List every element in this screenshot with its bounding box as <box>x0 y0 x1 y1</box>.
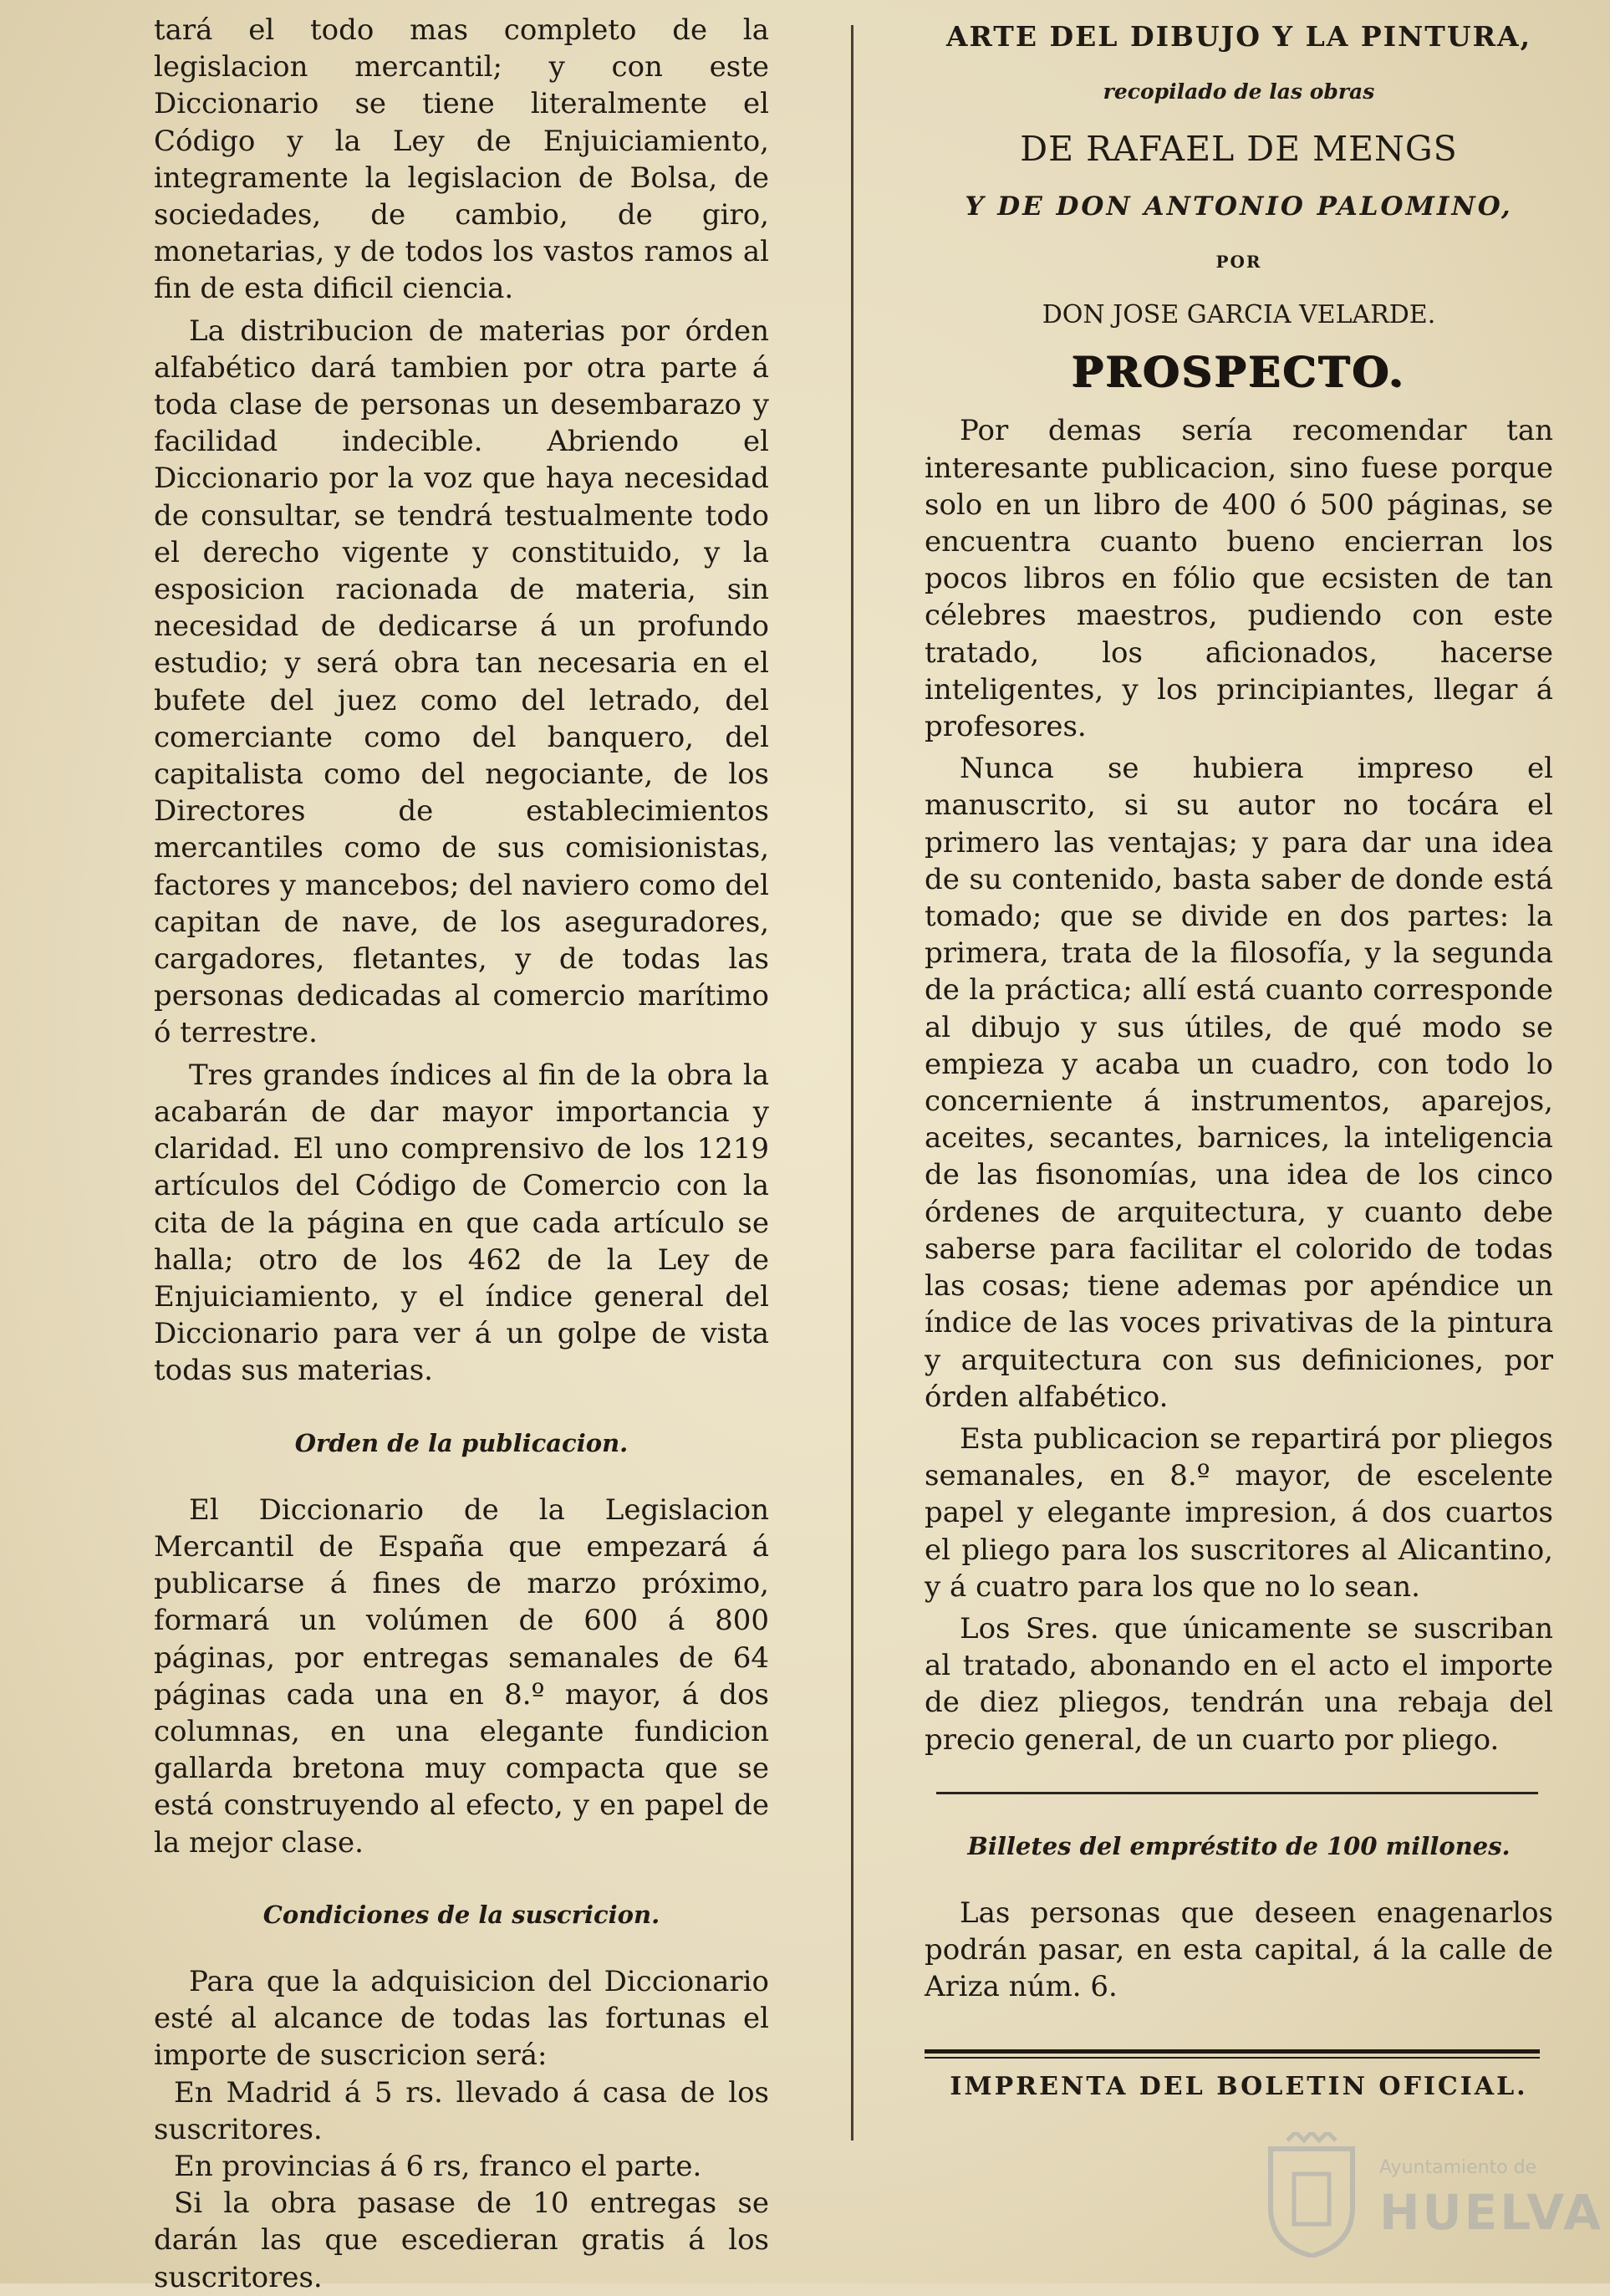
heading-orden-publicacion: Orden de la publicacion. <box>294 1428 629 1457</box>
left-paragraph-4: El Diccionario de la Legislacion Mercantil de España que empezará á publicarse á fines de marzo próximo, formará un volúmen de 600 á 800 páginas, por entregas semanales de 64 páginas cada una en 8.º mayor, á dos columnas, en una elegante fundicion gallarda bretona muy compacta que se está construyendo al efecto, y en papel de la mejor clase. <box>154 1492 769 1860</box>
left-paragraph-8: Si la obra pasase de 10 entregas se darán las que escedieran gratis á los suscritores. <box>154 2186 769 2294</box>
right-paragraph-4: Los Sres. que únicamente se suscriban al tratado, abonando en el acto el importe de diez pliegos, tendrán una rebaja del precio general, de un cuarto por pliego. <box>925 1611 1553 1757</box>
right-paragraph-2: Nunca se hubiera impreso el manuscrito, si su autor no tocára el primero las ventajas; y para dar una idea de su contenido, basta saber de donde está tomado; que se divide en dos partes: la primera, trata de la filosofía, y la segunda de la práctica; allí está cuanto corresponde al dibujo y sus útiles, de qué modo se empieza y acaba un cuadro, con todo lo concerniente á instrumentos, aparejos, aceites, secantes, barnices, la inteligencia de las fisonomías, una idea de los cinco órdenes de arquitectura, y cuanto debe saberse para facilitar el colorido de todas las cosas; tiene ademas por apéndice un índice de las voces privativas de la pintura y arquitectura con sus definiciones, por órden alfabético. <box>925 752 1553 1414</box>
left-paragraph-5: Para que la adquisicion del Diccionario esté al alcance de todas las fortunas el importe de suscricion será: <box>154 1964 769 2073</box>
printer-imprint: IMPRENTA DEL BOLETIN OFICIAL. <box>950 2071 1528 2101</box>
right-paragraph-3: Esta publicacion se repartirá por pliegos semanales, en 8.º mayor, de escelente papel y elegante impresion, á dos cuartos el pliego para los suscritores al Alicantino, y á cuatro para los que no lo sean. <box>925 1421 1553 1604</box>
title-recopilado: recopilado de las obras <box>1103 79 1375 105</box>
right-paragraph-1: Por demas sería recomendar tan interesante publicacion, sino fuese porque solo en un libro de 400 ó 500 páginas, se encuentra cuanto bueno encierran los pocos libros en fólio que ecsisten de tan célebres maestros, pudiendo con este tratado, los aficionados, hacerse inteligentes, y los principiantes, llegar á profesores. <box>925 414 1553 744</box>
prospecto-heading: PROSPECTO. <box>1072 347 1406 397</box>
title-arte-dibujo: ARTE DEL DIBUJO Y LA PINTURA, <box>945 20 1532 53</box>
archive-watermark <box>1262 2132 1604 2266</box>
heading-billetes: Billetes del empréstito de 100 millones. <box>967 1831 1511 1860</box>
right-paragraph-5: Las personas que deseen enagenarlos podrán pasar, en esta capital, á la calle de Ariza núm. 6. <box>925 1895 1553 2004</box>
title-por: POR <box>1215 251 1262 272</box>
left-column <box>154 12 769 2296</box>
left-paragraph-6: En Madrid á 5 rs. llevado á casa de los suscritores. <box>154 2075 769 2146</box>
column-divider <box>851 25 853 2140</box>
left-paragraph-3: Tres grandes índices al fin de la obra la acabarán de dar mayor importancia y claridad. El uno comprensivo de los 1219 artículos del Código de Comercio con la cita de la página en que cada artículo se halla; otro de los 462 de la Ley de Enjuiciamiento, y el índice general del Diccionario para ver á un golpe de vista todas sus materias. <box>154 1058 769 1388</box>
watermark-small-text: Ayuntamiento de <box>1379 2157 1537 2178</box>
title-author: DON JOSE GARCIA VELARDE. <box>1042 300 1436 330</box>
heading-condiciones-suscricion: Condiciones de la suscricion. <box>262 1900 660 1929</box>
left-paragraph-2: La distribucion de materias por órden alfabético dará tambien por otra parte á toda clase de personas un desembarazo y facilidad indecible. Abriendo el Diccionario por la voz que haya necesidad de consultar, se tendrá testualmente todo el derecho vigente y constituido, y la esposicion racionada de materia, sin necesidad de dedicarse á un profundo estudio; y será obra tan necesaria en el bufete del juez como del letrado, del comerciante como del banquero, del capitalista como del negociante, de los Directores de establecimientos mercantiles como de sus comisionistas, factores y mancebos; del naviero como del capitan de nave, de los aseguradores, cargadores, fletantes, y de todas las personas dedicadas al comercio marítimo ó terrestre. <box>154 314 769 1050</box>
coat-of-arms-icon <box>1262 2132 1361 2258</box>
section-rule <box>936 1792 1538 1794</box>
left-paragraph-7: En provincias á 6 rs, franco el parte. <box>174 2149 702 2183</box>
right-column <box>925 12 1553 2105</box>
footer-double-rule <box>925 2049 1540 2059</box>
watermark-big-text: HUELVA <box>1379 2184 1604 2241</box>
left-paragraph-1: tará el todo mas completo de la legislacion mercantil; y con este Diccionario se tiene literalmente el Código y la Ley de Enjuiciamiento, integramente la legislacion de Bolsa, de sociedades, de cambio, de giro, monetarias, y de todos los vastos ramos al fin de esta dificil ciencia. <box>154 13 769 306</box>
title-mengs: DE RAFAEL DE MENGS <box>1020 129 1458 170</box>
title-palomino: Y DE DON ANTONIO PALOMINO, <box>965 191 1513 222</box>
